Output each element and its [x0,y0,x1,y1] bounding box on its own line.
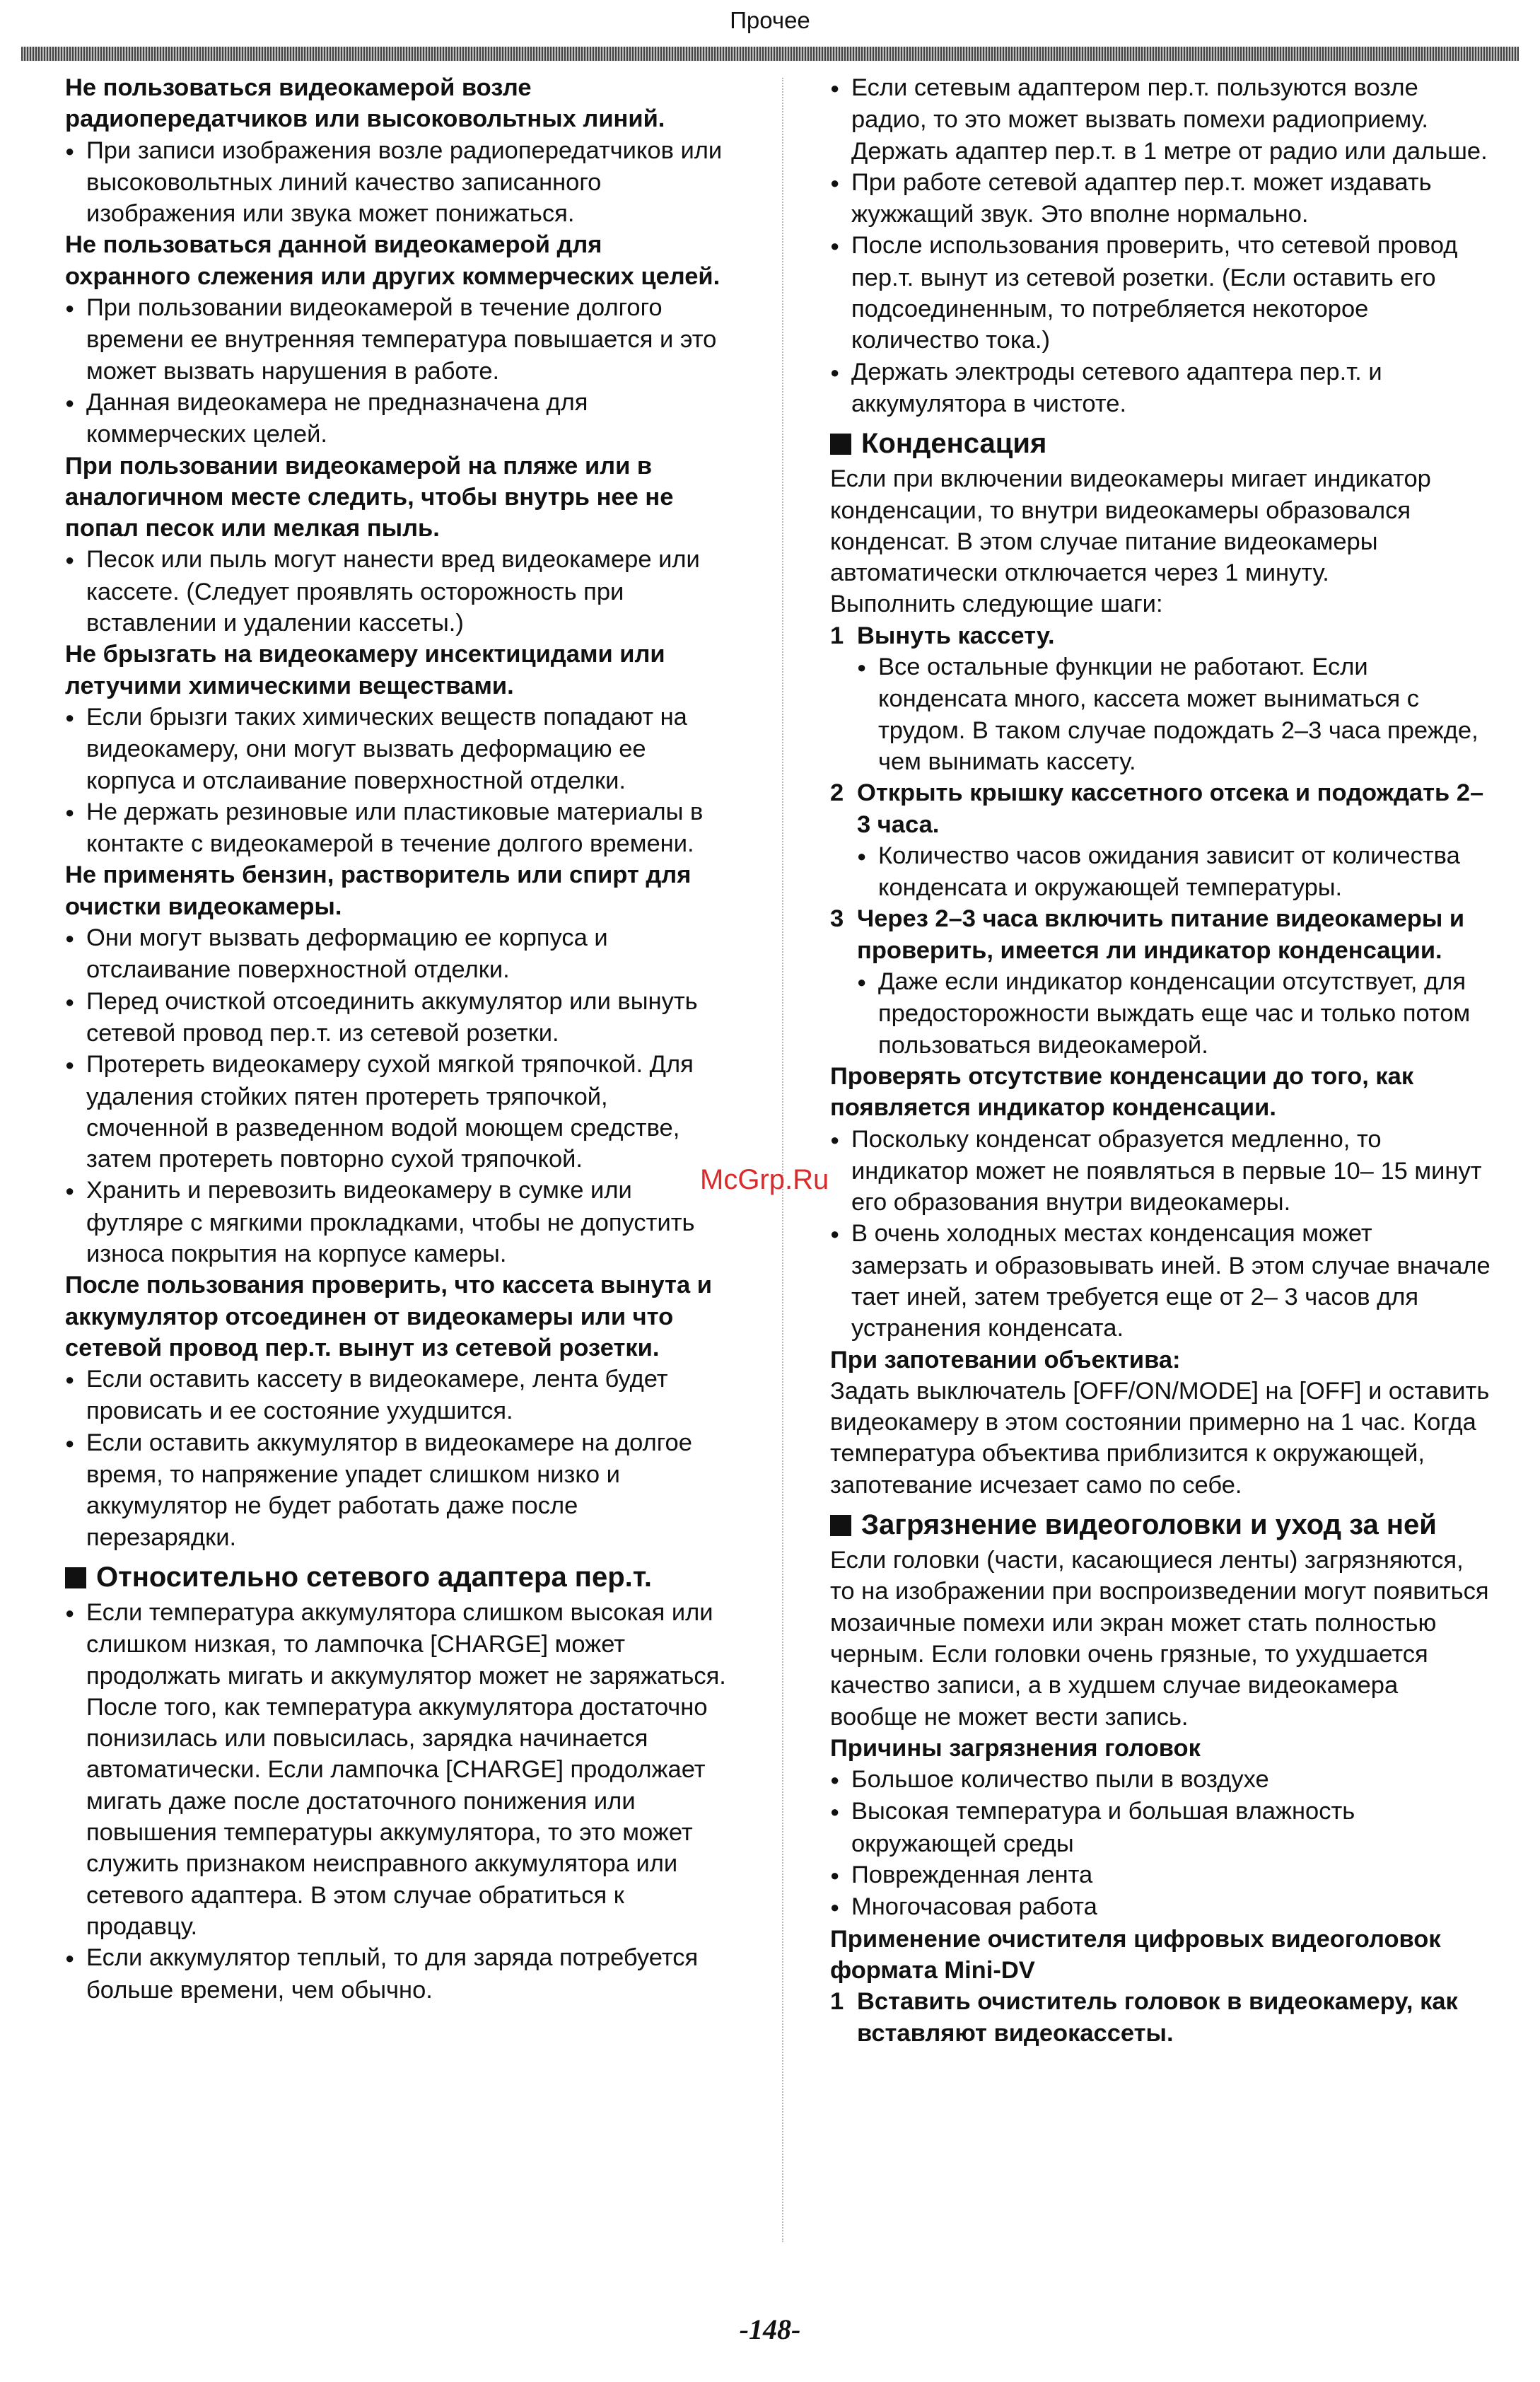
bullet-item: ● В очень холодных местах конденсация может замерзать и образовывать иней. В этом случае вначале тает иней, затем требуется еще от 2– 3 часов для устранения конденсата. [830,1218,1491,1344]
section-heading-text: Относительно сетевого адаптера пер.т. [96,1561,652,1593]
bold-heading: После пользования проверить, что кассета вынута и аккумулятор отсоединен от видеокамеры или что сетевой провод пер.т. вынут из сетевой розетки. [65,1272,712,1361]
header-rule [21,47,1519,61]
section-heading-text: Конденсация [861,428,1047,460]
bullet-item: ● При пользовании видеокамерой в течение долгого времени ее внутренняя температура повышается и это может вызвать нарушения в работе. [65,292,730,387]
section-square-icon [830,1515,851,1536]
bullet-item: ● Песок или пыль могут нанести вред видеокамере или кассете. (Следует проявлять осторожность при вставлении и удалении кассеты.) [65,544,730,639]
step-number: 3 [830,905,844,933]
step-bullet-item: ● Количество часов ожидания зависит от количества конденсата и окружающей температуры. [857,840,1491,904]
section-heading-text: Загрязнение видеоголовки и уход за ней [861,1509,1437,1541]
bullet-item: ● Перед очисткой отсоединить аккумулятор или вынуть сетевой провод пер.т. из сетевой розетки. [65,986,730,1050]
step-item [830,903,1491,966]
bullet-item: ● Держать электроды сетевого адаптера пер.т. и аккумулятора в чистоте. [830,356,1491,420]
bold-heading: При пользовании видеокамерой на пляже или в аналогичном месте следить, чтобы внутрь нее не попал песок или мелкая пыль. [65,452,674,542]
bold-heading: Проверять отсутствие конденсации до того, как появляется индикатор конденсации. [830,1062,1414,1122]
step-number: 1 [830,622,844,649]
step-bullet-item: ● Все остальные функции не работают. Если конденсата много, кассета может выниматься с трудом. В таком случае подождать 2–3 часа прежде, чем вынимать кассету. [857,651,1491,777]
bullet-item: ● Они могут вызвать деформацию ее корпуса и отслаивание поверхностной отделки. [65,922,730,986]
bullet-item: ● Если оставить аккумулятор в видеокамере на долгое время, то напряжение упадет слишком низко и аккумулятор не будет работать даже после перезарядки. [65,1427,730,1553]
bold-heading: Причины загрязнения головок [830,1734,1201,1762]
bullet-item: ● При записи изображения возле радиопередатчиков или высоковольтных линий качество записанного изображения или звука может понижаться. [65,135,730,230]
bold-heading: При запотевании объектива: [830,1346,1181,1373]
paragraph: Если при включении видеокамеры мигает индикатор конденсации, то внутри видеокамеры образовался конденсат. В этом случае питание видеокамеры автоматически отключается через 1 минуту. [830,465,1431,587]
column-divider [782,78,783,2242]
section-heading [830,426,1491,460]
step-bullet-item: ● Даже если индикатор конденсации отсутствует, для предосторожности выждать еще час и только потом пользоваться видеокамерой. [857,966,1491,1061]
paragraph: Выполнить следующие шаги: [830,591,1163,618]
bullet-item: ● Поврежденная лента [830,1859,1491,1891]
page-header-title: Прочее [730,7,810,33]
section-square-icon [830,434,851,455]
step-text: Вынуть кассету. [857,622,1055,649]
step-text: Открыть крышку кассетного отсека и подождать 2–3 часа. [857,779,1484,838]
bullet-item: ● Протереть видеокамеру сухой мягкой тряпочкой. Для удаления стойких пятен протереть тряпочкой, смоченной в разведенном водой моющем средстве, затем протереть повторно сухой тряпочкой. [65,1049,730,1175]
bullet-item: ● Многочасовая работа [830,1891,1491,1923]
paragraph: Если головки (части, касающиеся ленты) загрязняются, то на изображении при воспроизведении могут появиться мозаичные помехи или экран может стать полностью черным. Если головки очень грязные, то ухудшается качество записи, а в худшем случае видеокамера вообще не может вести запись. [830,1547,1489,1731]
bold-heading: Не пользоваться данной видеокамерой для охранного слежения или других коммерческих целей. [65,231,721,290]
bullet-item: ● Не держать резиновые или пластиковые материалы в контакте с видеокамерой в течение долгого времени. [65,796,730,860]
bold-heading: Применение очистителя цифровых видеоголовок формата Mini-DV [830,1925,1441,1984]
step-number: 2 [830,779,844,807]
left-column [65,72,730,2006]
step-item [830,1986,1491,2049]
step-text: Вставить очиститель головок в видеокамеру, как вставляют видеокассеты. [857,1988,1458,2047]
bullet-item: ● Большое количество пыли в воздухе [830,1764,1491,1796]
section-heading [65,1560,730,1594]
section-heading [830,1508,1491,1542]
bold-heading: Не применять бензин, растворитель или спирт для очистки видеокамеры. [65,861,692,920]
bold-heading: Не брызгать на видеокамеру инсектицидами или летучими химическими веществами. [65,641,665,699]
bullet-item: ● Если оставить кассету в видеокамере, лента будет провисать и ее состояние ухудшится. [65,1364,730,1427]
right-column [830,72,1491,2049]
section-square-icon [65,1567,86,1588]
bullet-item: ● При работе сетевой адаптер пер.т. может издавать жужжащий звук. Это вполне нормально. [830,167,1491,231]
bullet-item: ● Данная видеокамера не предназначена для коммерческих целей. [65,387,730,451]
bullet-item: ● Поскольку конденсат образуется медленно, то индикатор может не появляться в первые 10– 15 минут его образования внутри видеокамеры. [830,1124,1491,1219]
bullet-item: ● После использования проверить, что сетевой провод пер.т. вынут из сетевой розетки. (Если оставить его подсоединенным, то потребляется некоторое количество тока.) [830,230,1491,356]
step-text: Через 2–3 часа включить питание видеокамеры и проверить, имеется ли индикатор конденсации. [857,905,1465,964]
bullet-item: ● Если сетевым адаптером пер.т. пользуются возле радио, то это может вызвать помехи радиоприему. Держать адаптер пер.т. в 1 метре от радио или дальше. [830,72,1491,167]
bullet-item: ● Если аккумулятор теплый, то для заряда потребуется больше времени, чем обычно. [65,1942,730,2006]
paragraph: Задать выключатель [OFF/ON/MODE] на [OFF] и оставить видеокамеру в этом состоянии примерно на 1 час. Когда температура объектива приблизится к окружающей, запотевание исчезает само по себе. [830,1377,1490,1499]
step-item [830,777,1491,840]
bullet-item: ● Если температура аккумулятора слишком высокая или слишком низкая, то лампочка [CHARGE] может продолжать мигать и аккумулятор может не заряжаться. После того, как температура аккумулятора достаточно понизилась или повысилась, зарядка начинается автоматически. Если лампочка [CHARGE] продолжает мигать даже после достаточного понижения или повышения температуры аккумулятора, то это может служить признаком неисправного аккумулятора или сетевого адаптера. В этом случае обратиться к продавцу. [65,1597,730,1942]
page-number: -148- [739,2313,801,2345]
bullet-item: ● Если брызги таких химических веществ попадают на видеокамеру, они могут вызвать деформацию ее корпуса и отслаивание поверхностной отделки. [65,702,730,796]
watermark: McGrp.Ru [700,1164,829,1195]
bullet-item: ● Высокая температура и большая влажность окружающей среды [830,1796,1491,1859]
bold-heading: Не пользоваться видеокамерой возле радиопередатчиков или высоковольтных линий. [65,74,665,133]
bullet-item: ● Хранить и перевозить видеокамеру в сумке или футляре с мягкими прокладками, чтобы не допустить износа покрытия на корпусе камеры. [65,1175,730,1270]
step-number: 1 [830,1988,844,2016]
step-item [830,620,1491,651]
